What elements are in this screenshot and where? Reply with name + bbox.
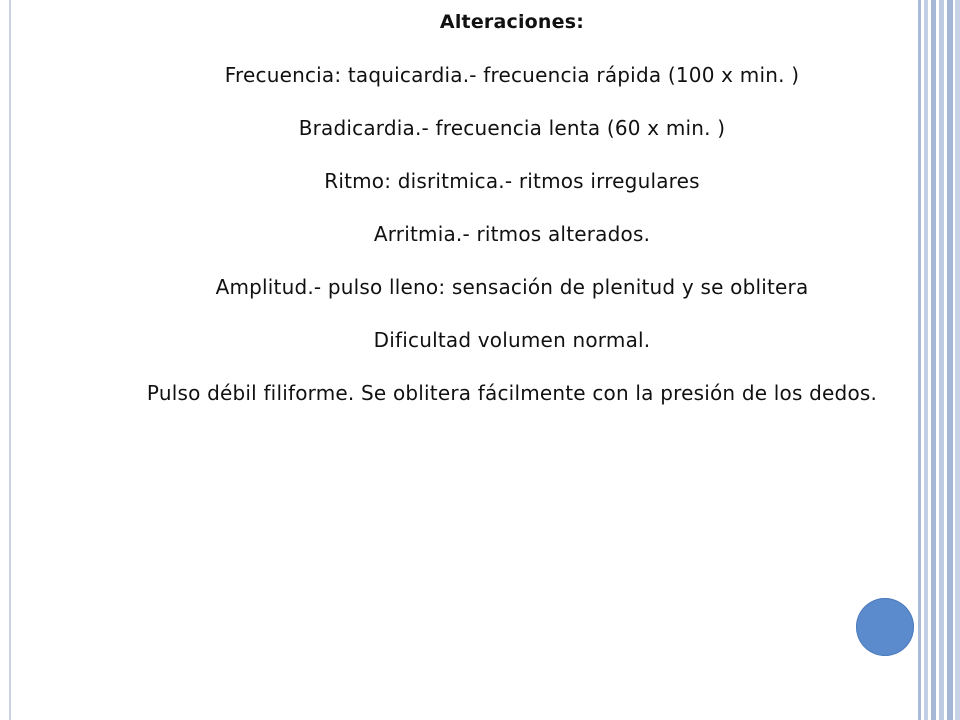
text-line-amplitud: Amplitud.- pulso lleno: sensación de plenitud y se oblitera bbox=[215, 275, 809, 299]
text-line-frecuencia: Frecuencia: taquicardia.- frecuencia rápida (100 x min. ) bbox=[224, 63, 800, 87]
text-line-ritmo: Ritmo: disritmica.- ritmos irregulares bbox=[324, 169, 700, 193]
text-line-arritmia: Arritmia.- ritmos alterados. bbox=[373, 222, 651, 246]
slide-heading: Alteraciones: bbox=[439, 11, 585, 33]
text-line-pulso-debil: Pulso débil filiforme. Se oblitera fácilmente con la presión de los dedos. bbox=[146, 381, 878, 405]
left-border-line bbox=[9, 0, 11, 720]
slide-content bbox=[60, 8, 960, 408]
text-line-dificultad: Dificultad volumen normal. bbox=[373, 328, 651, 352]
decorative-circle bbox=[856, 598, 914, 656]
text-line-bradicardia: Bradicardia.- frecuencia lenta (60 x min. ) bbox=[298, 116, 726, 140]
